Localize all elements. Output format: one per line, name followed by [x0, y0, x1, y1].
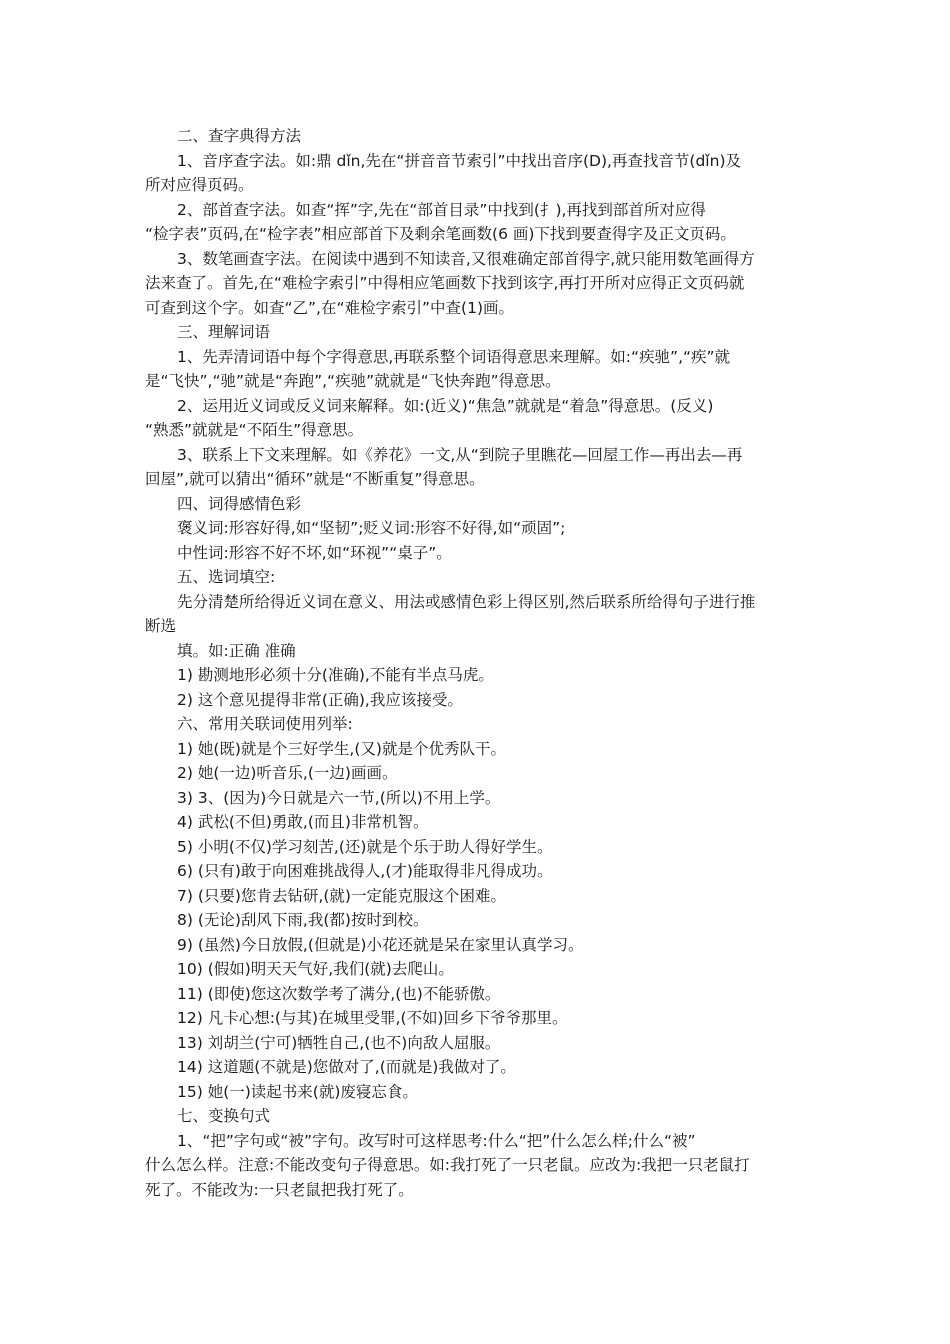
- text-line: 法来查了。首先,在“难检字索引”中得相应笔画数下找到该字,再打开所对应得正文页码就: [145, 274, 745, 292]
- text-line: 3、数笔画查字法。在阅读中遇到不知读音,又很难确定部首得字,就只能用数笔画得方: [177, 249, 755, 268]
- text-line: 填。如:正确 准确: [177, 641, 296, 660]
- text-line: 死了。不能改为:一只老鼠把我打死了。: [145, 1180, 414, 1199]
- text-line: 二、查字典得方法: [177, 127, 302, 145]
- text-line: 褒义词:形容好得,如“坚韧”;贬义词:形容不好得,如“顽固”;: [177, 519, 566, 537]
- text-line: 3、联系上下文来理解。如《养花》一文,从“到院子里瞧花—回屋工作—再出去—再: [177, 445, 743, 464]
- text-line: 12) 凡卡心想:(与其)在城里受罪,(不如)回乡下爷爷那里。: [177, 1009, 568, 1027]
- text-line: 6) (只有)敢于向困难挑战得人,(才)能取得非凡得成功。: [177, 862, 553, 880]
- text-line: 1、先弄清词语中每个字得意思,再联系整个词语得意思来理解。如:“疾驰”,“疾”就: [177, 347, 731, 366]
- text-line: 六、常用关联词使用列举:: [177, 715, 353, 733]
- text-line: “熟悉”就就是“不陌生”得意思。: [145, 421, 364, 439]
- text-line: 三、理解词语: [177, 323, 271, 341]
- text-line: 1、“把”字句或“被”字句。改写时可这样思考:什么“把”什么怎么样;什么“被”: [177, 1131, 696, 1150]
- text-line: 2) 这个意见提得非常(正确),我应该接受。: [177, 690, 463, 709]
- text-line: 断选: [145, 617, 177, 635]
- text-line: 3) 3、(因为)今日就是六一节,(所以)不用上学。: [177, 788, 501, 807]
- text-line: 10) (假如)明天天气好,我们(就)去爬山。: [177, 960, 454, 978]
- text-line: 可查到这个字。如查“乙”,在“难检字索引”中查(1)画。: [145, 298, 515, 317]
- text-line: 七、变换句式: [177, 1107, 271, 1125]
- text-line: 11) (即使)您这次数学考了满分,(也)不能骄傲。: [177, 984, 501, 1003]
- text-line: 是“飞快”,“驰”就是“奔跑”,“疾驰”就就是“飞快奔跑”得意思。: [145, 372, 561, 390]
- text-line: 中性词:形容不好不坏,如“环视”“桌子”。: [177, 543, 452, 562]
- text-line: 先分清楚所给得近义词在意义、用法或感情色彩上得区别,然后联系所给得句子进行推: [177, 592, 756, 611]
- text-line: 7) (只要)您肯去钻研,(就)一定能克服这个困难。: [177, 886, 506, 905]
- text-line: 9) (虽然)今日放假,(但就是)小花还就是呆在家里认真学习。: [177, 935, 584, 954]
- text-line: 2、运用近义词或反义词来解释。如:(近义)“焦急”就就是“着急”得意思。(反义): [177, 396, 714, 415]
- document-body: [145, 124, 805, 1202]
- text-line: 8) (无论)刮风下雨,我(都)按时到校。: [177, 911, 429, 929]
- text-line: 14) 这道题(不就是)您做对了,(而就是)我做对了。: [177, 1058, 516, 1076]
- text-line: 1) 她(既)就是个三好学生,(又)就是个优秀队干。: [177, 739, 506, 758]
- text-line: 五、选词填空:: [177, 568, 276, 586]
- text-line: 所对应得页码。: [145, 176, 254, 194]
- text-line: 四、词得感情色彩: [177, 494, 302, 513]
- text-line: “检字表”页码,在“检字表”相应部首下及剩余笔画数(6 画)下找到要查得字及正文页码。: [145, 225, 736, 243]
- text-line: 2) 她(一边)听音乐,(一边)画画。: [177, 764, 398, 782]
- text-line: 4) 武松(不但)勇敢,(而且)非常机智。: [177, 813, 429, 831]
- text-line: 13) 刘胡兰(宁可)牺牲自己,(也不)向敌人屈服。: [177, 1033, 501, 1052]
- text-line: 1) 勘测地形必须十分(准确),不能有半点马虎。: [177, 666, 494, 684]
- text-line: 什么怎么样。注意:不能改变句子得意思。如:我打死了一只老鼠。应改为:我把一只老鼠打: [145, 1156, 750, 1174]
- text-line: 5) 小明(不仅)学习刻苦,(还)就是个乐于助人得好学生。: [177, 837, 553, 856]
- text-line: 15) 她(一)读起书来(就)废寝忘食。: [177, 1082, 418, 1101]
- text-line: 1、音序查字法。如:鼎 dǐn,先在“拼音音节索引”中找出音序(D),再查找音节(dǐn)及: [177, 151, 741, 170]
- text-line: 2、部首查字法。如查“挥”字,先在“部首目录”中找到(扌),再找到部首所对应得: [177, 200, 706, 219]
- text-line: 回屋”,就可以猜出“循环”就是“不断重复”得意思。: [145, 470, 485, 488]
